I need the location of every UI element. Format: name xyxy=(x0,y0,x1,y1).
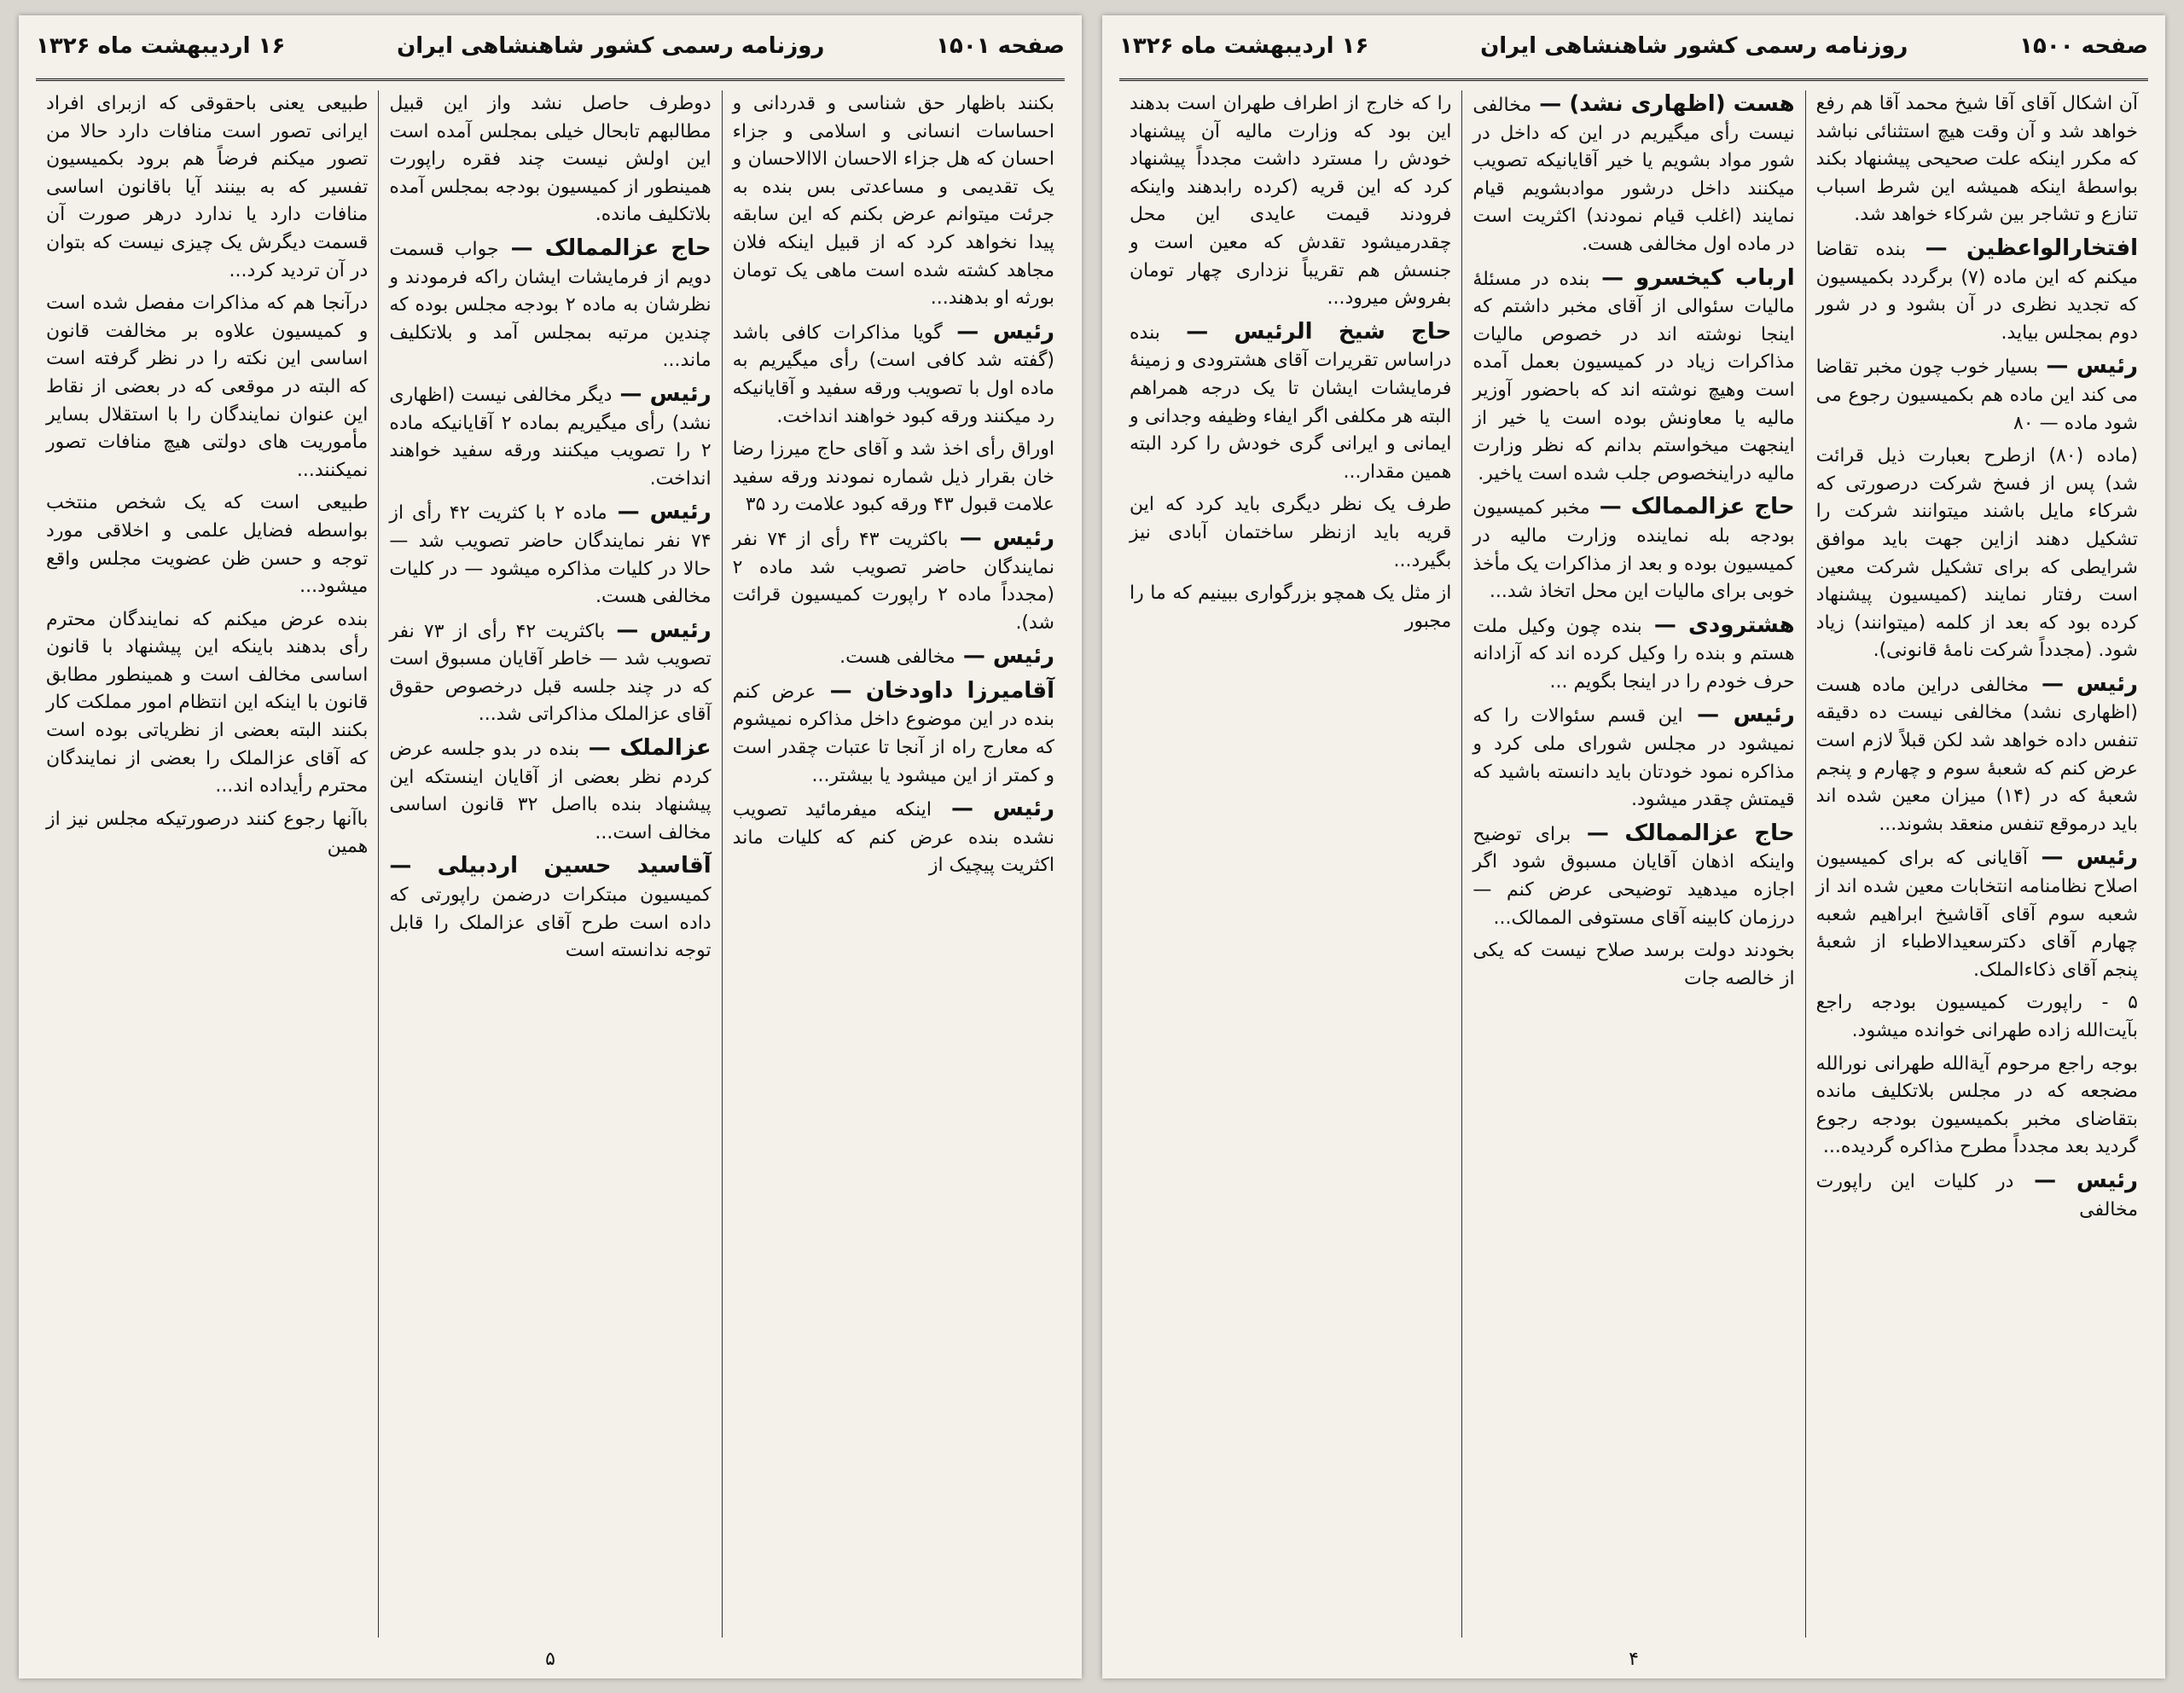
right-col-2 xyxy=(1461,90,1804,1638)
column-paragraph: بکنند باظهار حق شناسی و قدردانی و احساسات انسانی و اسلامی و جزاء احسان که هل جزاء الاحسان الاالاحسان و یک تقدیمی و مساعدتی بس بنده به جرئت میتوانم عرض بکنم که این سابقه پیدا نخواهد کرد که از قبیل اینکه فلان مجاهد کشته شده است ماهی یک تومان بورثه او بدهند... xyxy=(732,93,1054,310)
column-paragraph: عزالملک — بنده در بدو جلسه عرض کردم نظر بعضی از آقایان اینستکه این پیشنهاد بنده بااصل ۳۲ قانون اساسی مخالف است... xyxy=(389,735,712,844)
speaker-name: رئیس — xyxy=(605,617,712,643)
right-page-header xyxy=(1119,15,2148,77)
column-paragraph: دوطرف حاصل نشد واز این قبیل مطالبهم تابحال خیلی بمجلس آمده است این اولش نیست چند فقره راپورت همینطور از کمیسیون بودجه بمجلس آمده بلاتکلیف مانده. xyxy=(389,93,712,226)
column-paragraph: رئیس — این قسم سئوالات را که نمیشود در مجلس شورای ملی کرد و مذاکره نمود خودتان باید دانسته باشید که قیمتش چقدر میشود. xyxy=(1472,702,1795,811)
speaker-name: آقاسید حسین اردبیلی — xyxy=(389,853,712,879)
column-paragraph: افتخارالواعظین — بنده تقاضا میکنم که این ماده (۷) برگردد بکمیسیون که تجدید نظری در آن بشود و در شور دوم بمجلس بیاید. xyxy=(1815,235,2139,344)
right-col-1 xyxy=(1805,90,2148,1638)
right-page-title: روزنامه رسمی کشور شاهنشاهی ایران xyxy=(1480,33,1908,59)
right-page-number: صفحه ۱۵۰۰ xyxy=(2019,33,2148,59)
speaker-name: حاج عزالممالک — xyxy=(1571,820,1795,846)
column-paragraph: اوراق رأی اخذ شد و آقای حاج میرزا رضا خان بقرار ذیل شماره نمودند ورقه سفید علامت قبول ۴۳ ورقه کبود علامت رد ۳۵ xyxy=(732,438,1054,516)
right-header-rule xyxy=(1119,78,2148,81)
column-paragraph: رئیس — اینکه میفرمائید تصویب نشده بنده عرض کنم که کلیات ماند اکثریت پیچیک از xyxy=(732,796,1054,877)
column-paragraph: رئیس — ماده ۲ با کثریت ۴۲ رأی از ۷۴ نفر نمایندگان حاضر تصویب شد — حالا در کلیات مذاکره میشود — در کلیات مخالفی هست. xyxy=(389,499,712,608)
speaker-name: رئیس — xyxy=(955,643,1054,670)
left-col-3 xyxy=(36,90,378,1638)
speaker-name: رئیس — xyxy=(932,796,1054,822)
column-paragraph: رئیس — مخالفی دراین ماده هست (اظهاری نشد) مخالفی نیست ده دقیقه تنفس داده خواهد شد لکن قبلاً لازم است عرض کنم که شعبهٔ سوم و چهارم و پنجم شعبهٔ که در (۱۴) میزان معین شده اند باید درموقع تنفس منعقد بشوند... xyxy=(1815,670,2139,835)
speaker-name: رئیس — xyxy=(2029,670,2138,697)
speaker-name: رئیس — xyxy=(1682,702,1795,728)
column-paragraph: آقاسید حسین اردبیلی — کمیسیون مبتکرات درضمن راپورتی که داده است طرح آقای عزالملک را قابل توجه ندانسته است xyxy=(389,853,712,962)
speaker-name: رئیس — xyxy=(2027,844,2139,871)
left-col-2 xyxy=(378,90,721,1638)
column-paragraph: درآنجا هم که مذاکرات مفصل شده است و کمیسیون علاوه بر مخالفت قانون اساسی این نکته را در نظر گرفته است که البته در موقعی که در بعضی از نقاط این عنوان نمایندگان را با استقلال بسایر مأموریت های دولتی هیچ منافات تصور نمیکنند... xyxy=(46,293,369,481)
column-paragraph: طرف یک نظر دیگری باید کرد که این قریه باید ازنظر ساختمان آبادی نیز بگیرد... xyxy=(1130,494,1452,571)
speaker-name: رئیس — xyxy=(2037,353,2138,380)
left-header-rule xyxy=(36,78,1065,81)
column-paragraph: رئیس — باکثریت ۴۲ رأی از ۷۳ نفر تصویب شد — خاطر آقایان مسبوق است که در چند جلسه قبل درخصوص حقوق آقای عزالملک مذاکراتی شد... xyxy=(389,617,712,726)
column-paragraph: رئیس — دیگر مخالفی نیست (اظهاری نشد) رأی میگیریم بماده ۲ آقایانیکه ماده ۲ را تصویب میکنند ورقه سفید خواهند انداخت. xyxy=(389,380,712,490)
speaker-name: رئیس — xyxy=(942,318,1054,345)
left-page-number: صفحه ۱۵۰۱ xyxy=(936,33,1065,59)
speaker-name: رئیس — xyxy=(607,499,712,525)
right-col-3 xyxy=(1119,90,1461,1638)
left-page-date: ۱۶ اردیبهشت ماه ۱۳۲۶ xyxy=(36,33,286,59)
left-page-title: روزنامه رسمی کشور شاهنشاهی ایران xyxy=(397,33,825,59)
column-paragraph: آقامیرزا داودخان — عرض کنم بنده در این موضوع داخل مذاکره نمیشوم که معارج راه از آنجا تا عتبات چقدر است و کمتر از این میشود یا بیشتر... xyxy=(732,677,1054,786)
column-paragraph: هست (اظهاری نشد) — مخالفی نیست رأی میگیریم در این که داخل در شور مواد بشویم یا خیر آقایانیکه تصویب میکنند داخل درشور موادبشویم قیام نمایند (اغلب قیام نمودند) اکثریت است در ماده اول مخالفی هست. xyxy=(1472,91,1795,255)
column-paragraph: (ماده (۸۰) ازطرح بعبارت ذیل قرائت شد) پس از فسخ شرکت درصورتی که شرکاء مایل باشند میتوانند شرکت را تشکیل دهند ازاین جهت باید موافق شرایطی که برای تشکیل شرکت معین است رفتار نمایند (کمیسیون پیشنهاد کرده بود که بعد از کلمه (میتوانند) زیاد شود. (مجدداً شرکت نامهٔ قانونی). xyxy=(1815,445,2138,662)
column-paragraph: حاج عزالممالک — برای توضیح واینکه اذهان آقایان مسبوق شود اگر اجازه میدهید توضیحی عرض کنم — درزمان کابینه آقای مستوفی الممالک... xyxy=(1472,820,1795,929)
speaker-name: ارباب کیخسرو — xyxy=(1589,264,1795,291)
speaker-name: هست (اظهاری نشد) — xyxy=(1531,91,1795,117)
column-paragraph: رئیس — مخالفی هست. xyxy=(839,643,1054,670)
speaker-name: رئیس — xyxy=(2013,1167,2138,1193)
speaker-name: هشترودی — xyxy=(1641,612,1795,638)
speaker-name: حاج عزالممالک — xyxy=(498,235,712,261)
left-col-1 xyxy=(722,90,1065,1638)
column-paragraph: بوجه راجع مرحوم آیةالله طهرانی نورالله مضجعه که در مجلس بلاتکلیف مانده بتقاضای مخبر بکمیسیون بودجه رجوع گردید بعد مجدداً مطرح مذاکره گردیده... xyxy=(1815,1052,2138,1158)
column-paragraph: رئیس — در کلیات این راپورت مخالفی xyxy=(1815,1167,2138,1220)
column-paragraph: باآنها رجوع کنند درصورتیکه مجلس نیز از همین xyxy=(46,808,369,858)
speaker-name: افتخارالواعظین — xyxy=(1906,235,2139,261)
column-paragraph: را که خارج از اطراف طهران است بدهند این بود که وزارت مالیه آن پیشنهاد خودش را مسترد داشت مجدداً پیشنهاد کرد که این قریه (کرده رابدهند واینکه فرودند قیمت عایدی این محل چقدرمیشود تقدش که معین است و جنسش هم تقریباً نزداری چهار تومان بفروش میرود... xyxy=(1130,93,1452,310)
speaker-name: حاج شیخ الرئیس — xyxy=(1159,318,1452,345)
column-paragraph: رئیس — گویا مذاکرات کافی باشد (گفته شد کافی است) رأی میگیریم به ماده اول با تصویب ورقه سفید و آقایانیکه رد میکنند ورقه کبود خواهند انداخت. xyxy=(732,318,1054,427)
left-page xyxy=(19,15,1082,1679)
column-paragraph: رئیس — بسیار خوب چون مخبر تقاضا می کند این ماده هم بکمیسیون رجوع می شود ماده — ۸۰ xyxy=(1815,353,2138,434)
column-paragraph: بخودند دولت برسد صلاح نیست که یکی از خالصه جات xyxy=(1472,940,1795,989)
column-paragraph: هشترودی — بنده چون وکیل ملت هستم و بنده را وکیل کرده اند که آزادانه حرف خودم را در اینجا بگویم ... xyxy=(1472,612,1795,693)
right-page-footer: ۴ xyxy=(1629,1649,1639,1670)
left-page-header xyxy=(36,15,1065,77)
speaker-name: رئیس — xyxy=(948,525,1054,551)
column-paragraph: طبیعی است که یک شخص منتخب بواسطه فضایل علمی و اخلاقی مورد توجه و حسن ظن عضویت مجلس واقع میشود... xyxy=(46,492,369,598)
speaker-name: رئیس — xyxy=(612,380,712,407)
column-paragraph: حاج شیخ الرئیس — بنده دراساس تقریرات آقای هشترودی و زمینهٔ فرمایشات ایشان تا یک درجه همراهم البته هر مکلفی اگر ایفاء وظیفه وجدانی و ایمانی و ایرانی گری خودش را کرد البته همین مقدار... xyxy=(1130,318,1452,483)
left-page-footer: ۵ xyxy=(545,1649,555,1670)
right-page xyxy=(1102,15,2165,1679)
column-paragraph: طبیعی یعنی باحقوقی که ازبرای افراد ایرانی تصور است منافات دارد حالا من تصور میکنم فرضاً هم برود بکمیسیون تفسیر که به بینند آیا باقانون اساسی منافات دارد یا ندارد درهر صورت آن قسمت دیگرش یک چیزی نیست که بتوان در آن تردید کرد... xyxy=(46,93,369,281)
speaker-name: حاج عزالممالک — xyxy=(1589,494,1795,520)
left-columns xyxy=(36,90,1065,1638)
column-paragraph: ارباب کیخسرو — بنده در مسئلهٔ مالیات سئوالی از آقای مخبر داشتم که اینجا نوشته اند در خصوص مالیات مذاکرات زیاد در کمیسیون بعمل آمده است وهیچ نوشته اند که باحضور آوزیر مالیه یا معاونش بوده است یا خیر از اینجهت میخواستم بدانم که نظر وزارت مالیه دراینخصوص جلب شده است یاخیر. xyxy=(1472,264,1795,484)
column-paragraph: رئیس — آقایانی که برای کمیسیون اصلاح نظامنامه انتخابات معین شده اند از شعبه سوم آقای آقاشیخ ابراهیم شعبه چهارم آقای دکترسعیدالاطباء از شعبهٔ پنجم آقای ذکاءالملک. xyxy=(1815,844,2139,981)
speaker-name: عزالملک — xyxy=(579,735,712,762)
right-columns xyxy=(1119,90,2148,1638)
right-page-date: ۱۶ اردیبهشت ماه ۱۳۲۶ xyxy=(1119,33,1369,59)
column-paragraph: حاج عزالممالک — مخبر کمیسیون بودجه بله نماینده وزارت مالیه در کمیسیون بوده و بعد از مذاکرات یک مأخذ خوبی برای مالیات این محل اتخاذ شد... xyxy=(1472,494,1795,603)
column-paragraph: ۵ - راپورت کمیسیون بودجه راجع بآیت‌الله زاده طهرانی خوانده میشود. xyxy=(1815,992,2138,1041)
column-paragraph: آن اشکال آقای آقا شیخ محمد آقا هم رفع خواهد شد و آن وقت هیچ استثنائی نباشد که مکرر اینکه علت صحیحی پیشنهاد بکند بواسطهٔ اینکه همیشه این شرط اسباب تنازع و تشاجر بین شرکاء خواهد شد. xyxy=(1815,93,2138,226)
speaker-name: آقامیرزا داودخان — xyxy=(816,677,1054,704)
column-paragraph: بنده عرض میکنم که نمایندگان محترم رأی بدهند باینکه این پیشنهاد با قانون اساسی مخالف است و همینطور مطابق قانون با اینکه این انتظام امور مملکت کار بکنند البته بعضی از نظریاتی بوده است که آقای عزالملک را بعضی از نمایندگان محترم رأیداده اند... xyxy=(46,608,369,797)
column-paragraph: حاج عزالممالک — جواب قسمت دویم از فرمایشات ایشان راکه فرمودند و نظرشان به ماده ۲ بودجه مجلس بوده که چندین مرتبه بمجلس آمد و بلاتکلیف ماند... xyxy=(389,235,712,372)
column-paragraph: از مثل یک همچو بزرگواری ببینیم که ما را مجبور xyxy=(1130,583,1452,632)
column-paragraph: رئیس — باکثریت ۴۳ رأی از ۷۴ نفر نمایندگان حاضر تصویب شد ماده ۲ (مجدداً ماده ۲ راپورت کمیسیون قرائت شد). xyxy=(732,525,1054,634)
